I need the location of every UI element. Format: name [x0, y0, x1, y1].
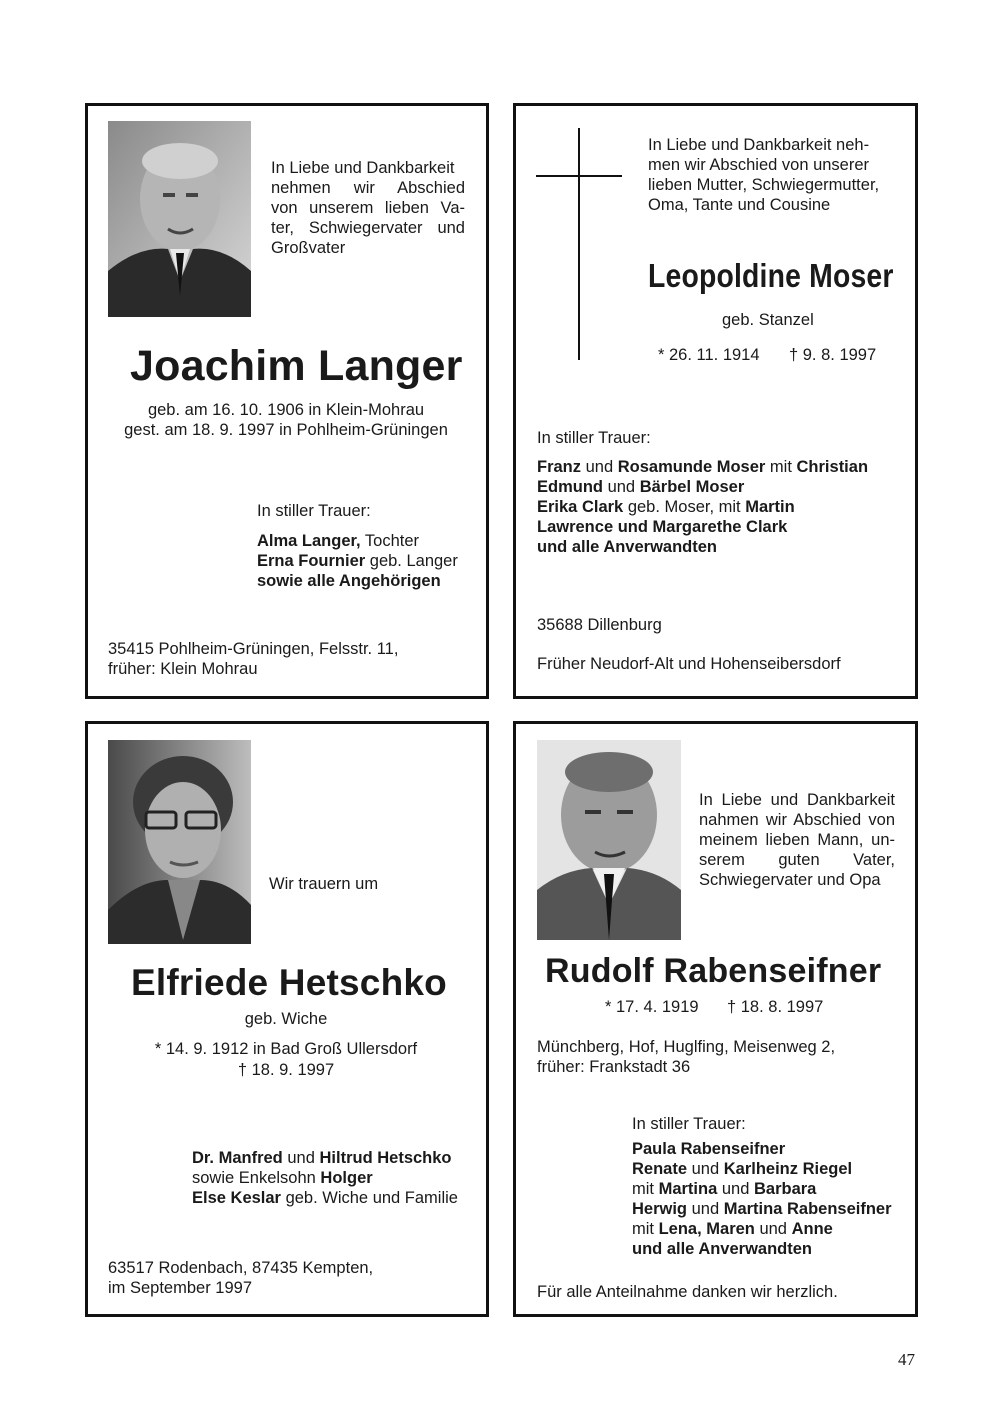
thanks-note: Für alle Anteilnahme danken wir herzlich. [537, 1283, 838, 1301]
deceased-name: Leopoldine Moser [648, 257, 894, 294]
page-number: 47 [898, 1350, 915, 1369]
death-date: † 9. 8. 1997 [789, 346, 877, 364]
city: 35688 Dillenburg [537, 616, 662, 634]
intro-text: In Liebe und Dankbarkeit nehmen wir Abschied von unserem lieben Va- ter, Schwiegervater und Großvater [271, 159, 465, 257]
deceased-name: Joachim Langer [130, 342, 463, 390]
mourners: Franz und Rosamunde Moser mit Christian Edmund und Bärbel Moser Erika Clark geb. Moser, mit Martin Lawrence und Margarethe Clark und alle Anverwandten [537, 458, 869, 556]
cross-icon [536, 128, 622, 360]
deceased-name: Rudolf Rabenseifner [545, 952, 882, 990]
portrait-photo-joachim-langer [108, 121, 251, 317]
birth-date: geb. am 16. 10. 1906 in Klein-Mohrau [147, 401, 425, 419]
address: Münchberg, Hof, Huglfing, Meisenweg 2, früher: Frankstadt 36 [537, 1038, 836, 1076]
birth-date: * 26. 11. 1914 [658, 346, 760, 364]
birth-date: * 14. 9. 1912 in Bad Groß Ullersdorf [154, 1040, 418, 1058]
intro-text: Wir trauern um [269, 875, 379, 893]
maiden-name: geb. Stanzel [722, 311, 814, 329]
intro-text: In Liebe und Dankbarkeit neh- men wir Abschied von unserer lieben Mutter, Schwiegermutter, Oma, Tante und Cousine [648, 136, 880, 214]
mourners: Dr. Manfred und Hiltrud Hetschko sowie Enkelsohn Holger Else Keslar geb. Wiche und Familie [192, 1149, 458, 1207]
portrait-photo-elfriede-hetschko [108, 740, 251, 944]
death-date: † 18. 9. 1997 [237, 1061, 335, 1079]
address: 63517 Rodenbach, 87435 Kempten, im September 1997 [108, 1259, 374, 1297]
mourning-label: In stiller Trauer: [257, 502, 371, 520]
deceased-name: Elfriede Hetschko [131, 962, 447, 1003]
portrait-photo-rudolf-rabenseifner [537, 740, 681, 940]
mourners: In stiller Trauer: Alma Langer, Tochter Erna Fournier geb. Langer sowie alle Angehörigen [257, 501, 487, 591]
mourners: Paula Rabenseifner Renate und Karlheinz Riegel mit Martina und Barbara Herwig und Martina Rabenseifner mit Lena, Maren und Anne und alle Anverwandten [632, 1140, 892, 1258]
mourning-label: In stiller Trauer: [537, 429, 651, 447]
mourning-label: In stiller Trauer: [632, 1115, 746, 1133]
death-date: gest. am 18. 9. 1997 in Pohlheim-Grüningen [124, 421, 448, 439]
maiden-name: geb. Wiche [244, 1010, 328, 1028]
intro-text: In Liebe und Dankbarkeit nahmen wir Abschied von meinem lieben Mann, un- serem guten Vater, Schwiegervater und Opa [699, 791, 895, 889]
former-residence: Früher Neudorf-Alt und Hohenseibersdorf [537, 655, 841, 673]
death-date: † 18. 8. 1997 [727, 998, 824, 1016]
address: 35415 Pohlheim-Grüningen, Felsstr. 11, früher: Klein Mohrau [108, 640, 399, 678]
dates [108, 400, 464, 440]
birth-date: * 17. 4. 1919 [605, 998, 699, 1016]
